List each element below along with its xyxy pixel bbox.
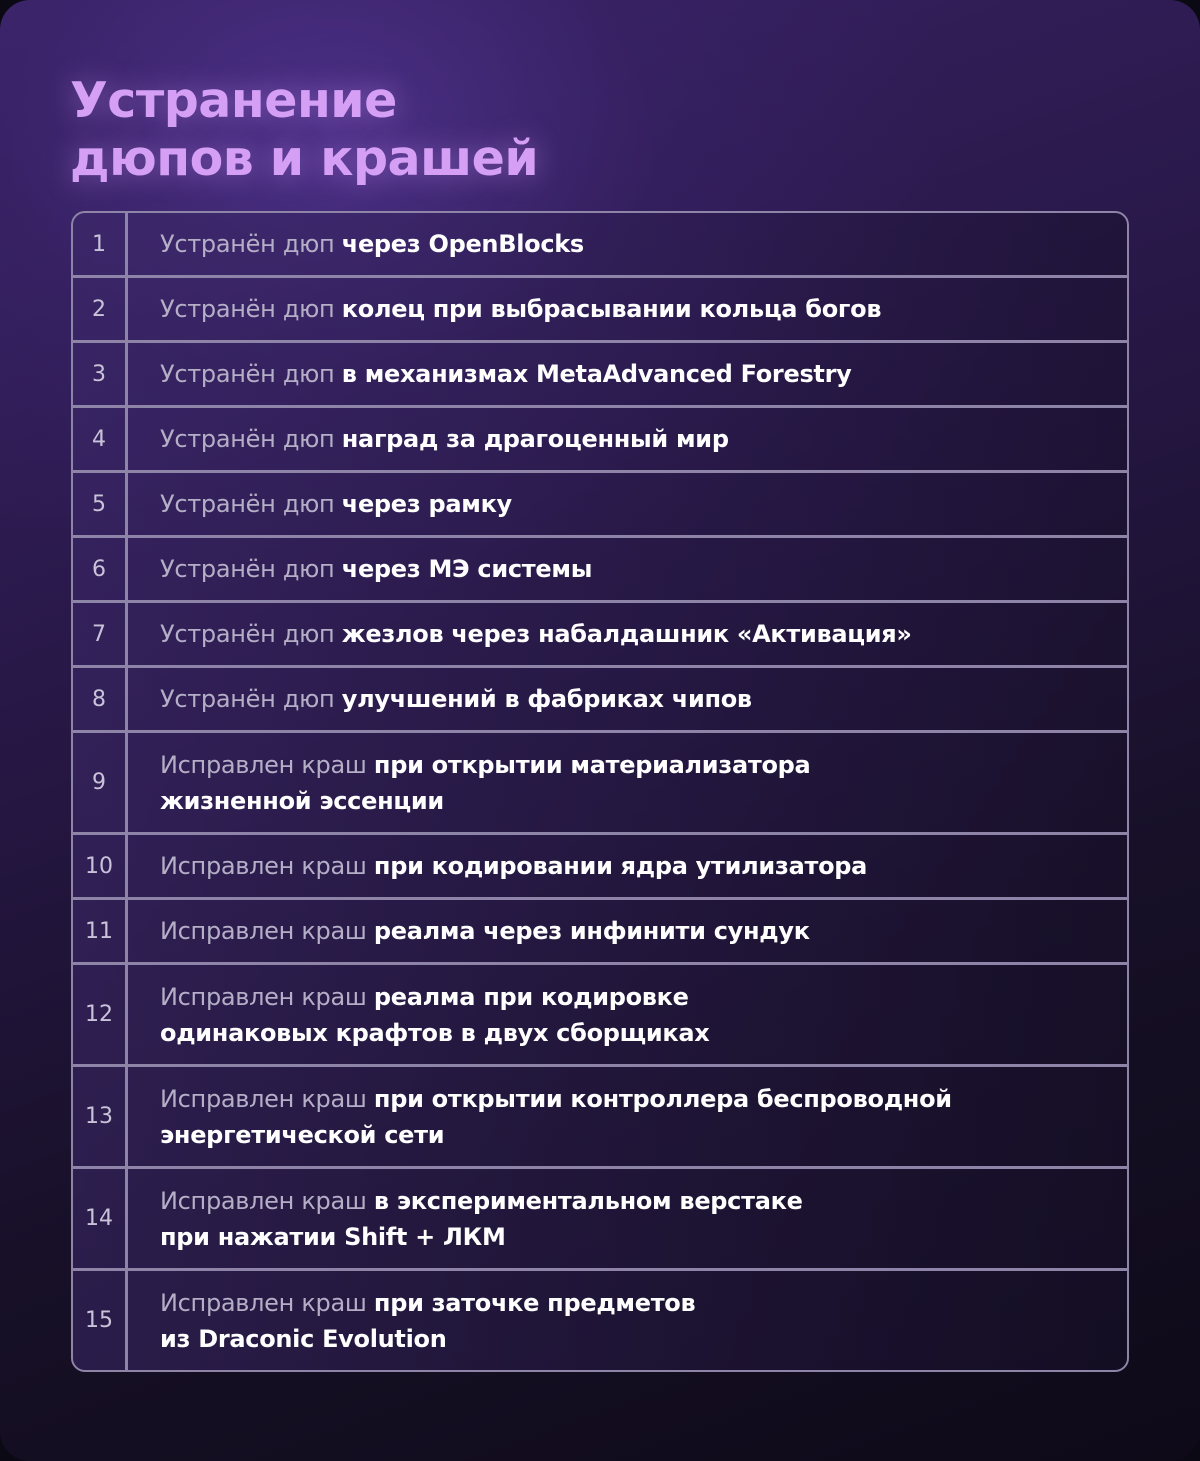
- row-lead: Исправлен краш: [160, 1186, 367, 1215]
- row-number: 5: [73, 473, 128, 535]
- row-detail: через МЭ системы: [341, 555, 593, 583]
- row-lead: Устранён дюп: [160, 230, 335, 258]
- row-lead: Устранён дюп: [160, 360, 335, 388]
- row-detail-continued: при нажатии Shift + ЛКМ: [160, 1222, 506, 1251]
- row-detail: улучшений в фабриках чипов: [341, 685, 752, 713]
- table-row: [73, 405, 1127, 470]
- row-text: [128, 965, 1127, 1064]
- table-row: [73, 665, 1127, 730]
- row-detail: жезлов через набалдашник «Активация»: [341, 620, 912, 648]
- row-detail: колец при выбрасывании кольца богов: [341, 295, 882, 323]
- row-detail: через OpenBlocks: [341, 230, 584, 258]
- title-line-2: дюпов и крашей: [70, 130, 539, 187]
- row-text: [128, 603, 1127, 665]
- table-row: [73, 1166, 1127, 1268]
- row-text: [128, 733, 1127, 832]
- table-row: [73, 1064, 1127, 1166]
- title-line-1: Устранение: [70, 72, 397, 129]
- fixes-table: [71, 211, 1129, 1372]
- table-row: [73, 832, 1127, 897]
- row-lead: Исправлен краш: [160, 750, 367, 779]
- row-lead: Исправлен краш: [160, 1288, 367, 1317]
- row-number: 7: [73, 603, 128, 665]
- row-number: 14: [73, 1169, 128, 1268]
- page-title: [70, 72, 538, 188]
- row-number: 10: [73, 835, 128, 897]
- table-row: [73, 962, 1127, 1064]
- table-row: [73, 340, 1127, 405]
- row-number: 2: [73, 278, 128, 340]
- table-row: [73, 470, 1127, 535]
- row-number: 3: [73, 343, 128, 405]
- row-detail: в механизмах MetaAdvanced Forestry: [341, 360, 852, 388]
- row-number: 11: [73, 900, 128, 962]
- table-row: [73, 897, 1127, 962]
- row-lead: Исправлен краш: [160, 852, 367, 880]
- row-text: [128, 473, 1127, 535]
- row-detail-continued: энергетической сети: [160, 1120, 445, 1149]
- row-detail: при кодировании ядра утилизатора: [373, 852, 868, 880]
- row-number: 15: [73, 1271, 128, 1370]
- row-detail-continued: одинаковых крафтов в двух сборщиках: [160, 1018, 710, 1047]
- row-detail: в экспериментальном верстаке: [373, 1186, 803, 1215]
- row-text: [128, 408, 1127, 470]
- row-text: [128, 668, 1127, 730]
- row-text: [128, 213, 1127, 275]
- row-text: [128, 538, 1127, 600]
- row-number: 4: [73, 408, 128, 470]
- row-text: [128, 835, 1127, 897]
- row-detail: при открытии контроллера беспроводной: [373, 1084, 952, 1113]
- row-detail: через рамку: [341, 490, 512, 518]
- row-lead: Устранён дюп: [160, 685, 335, 713]
- row-detail: реалма при кодировке: [373, 982, 689, 1011]
- row-detail: реалма через инфинити сундук: [373, 917, 810, 945]
- row-text: [128, 1271, 1127, 1370]
- row-text: [128, 278, 1127, 340]
- table-row: [73, 600, 1127, 665]
- row-lead: Устранён дюп: [160, 620, 335, 648]
- row-lead: Исправлен краш: [160, 982, 367, 1011]
- row-lead: Устранён дюп: [160, 490, 335, 518]
- table-row: [73, 213, 1127, 275]
- row-text: [128, 343, 1127, 405]
- table-row: [73, 275, 1127, 340]
- row-detail-continued: жизненной эссенции: [160, 786, 444, 815]
- row-lead: Исправлен краш: [160, 917, 367, 945]
- row-number: 1: [73, 213, 128, 275]
- row-number: 9: [73, 733, 128, 832]
- table-row: [73, 1268, 1127, 1370]
- row-detail: при открытии материализатора: [373, 750, 811, 779]
- row-lead: Устранён дюп: [160, 555, 335, 583]
- row-lead: Устранён дюп: [160, 425, 335, 453]
- row-number: 8: [73, 668, 128, 730]
- row-detail: при заточке предметов: [373, 1288, 696, 1317]
- row-text: [128, 1169, 1127, 1268]
- row-text: [128, 1067, 1127, 1166]
- row-number: 6: [73, 538, 128, 600]
- row-lead: Исправлен краш: [160, 1084, 367, 1113]
- row-text: [128, 900, 1127, 962]
- row-detail-continued: из Draconic Evolution: [160, 1324, 447, 1353]
- row-detail: наград за драгоценный мир: [341, 425, 729, 453]
- row-lead: Устранён дюп: [160, 295, 335, 323]
- table-row: [73, 730, 1127, 832]
- row-number: 12: [73, 965, 128, 1064]
- table-row: [73, 535, 1127, 600]
- row-number: 13: [73, 1067, 128, 1166]
